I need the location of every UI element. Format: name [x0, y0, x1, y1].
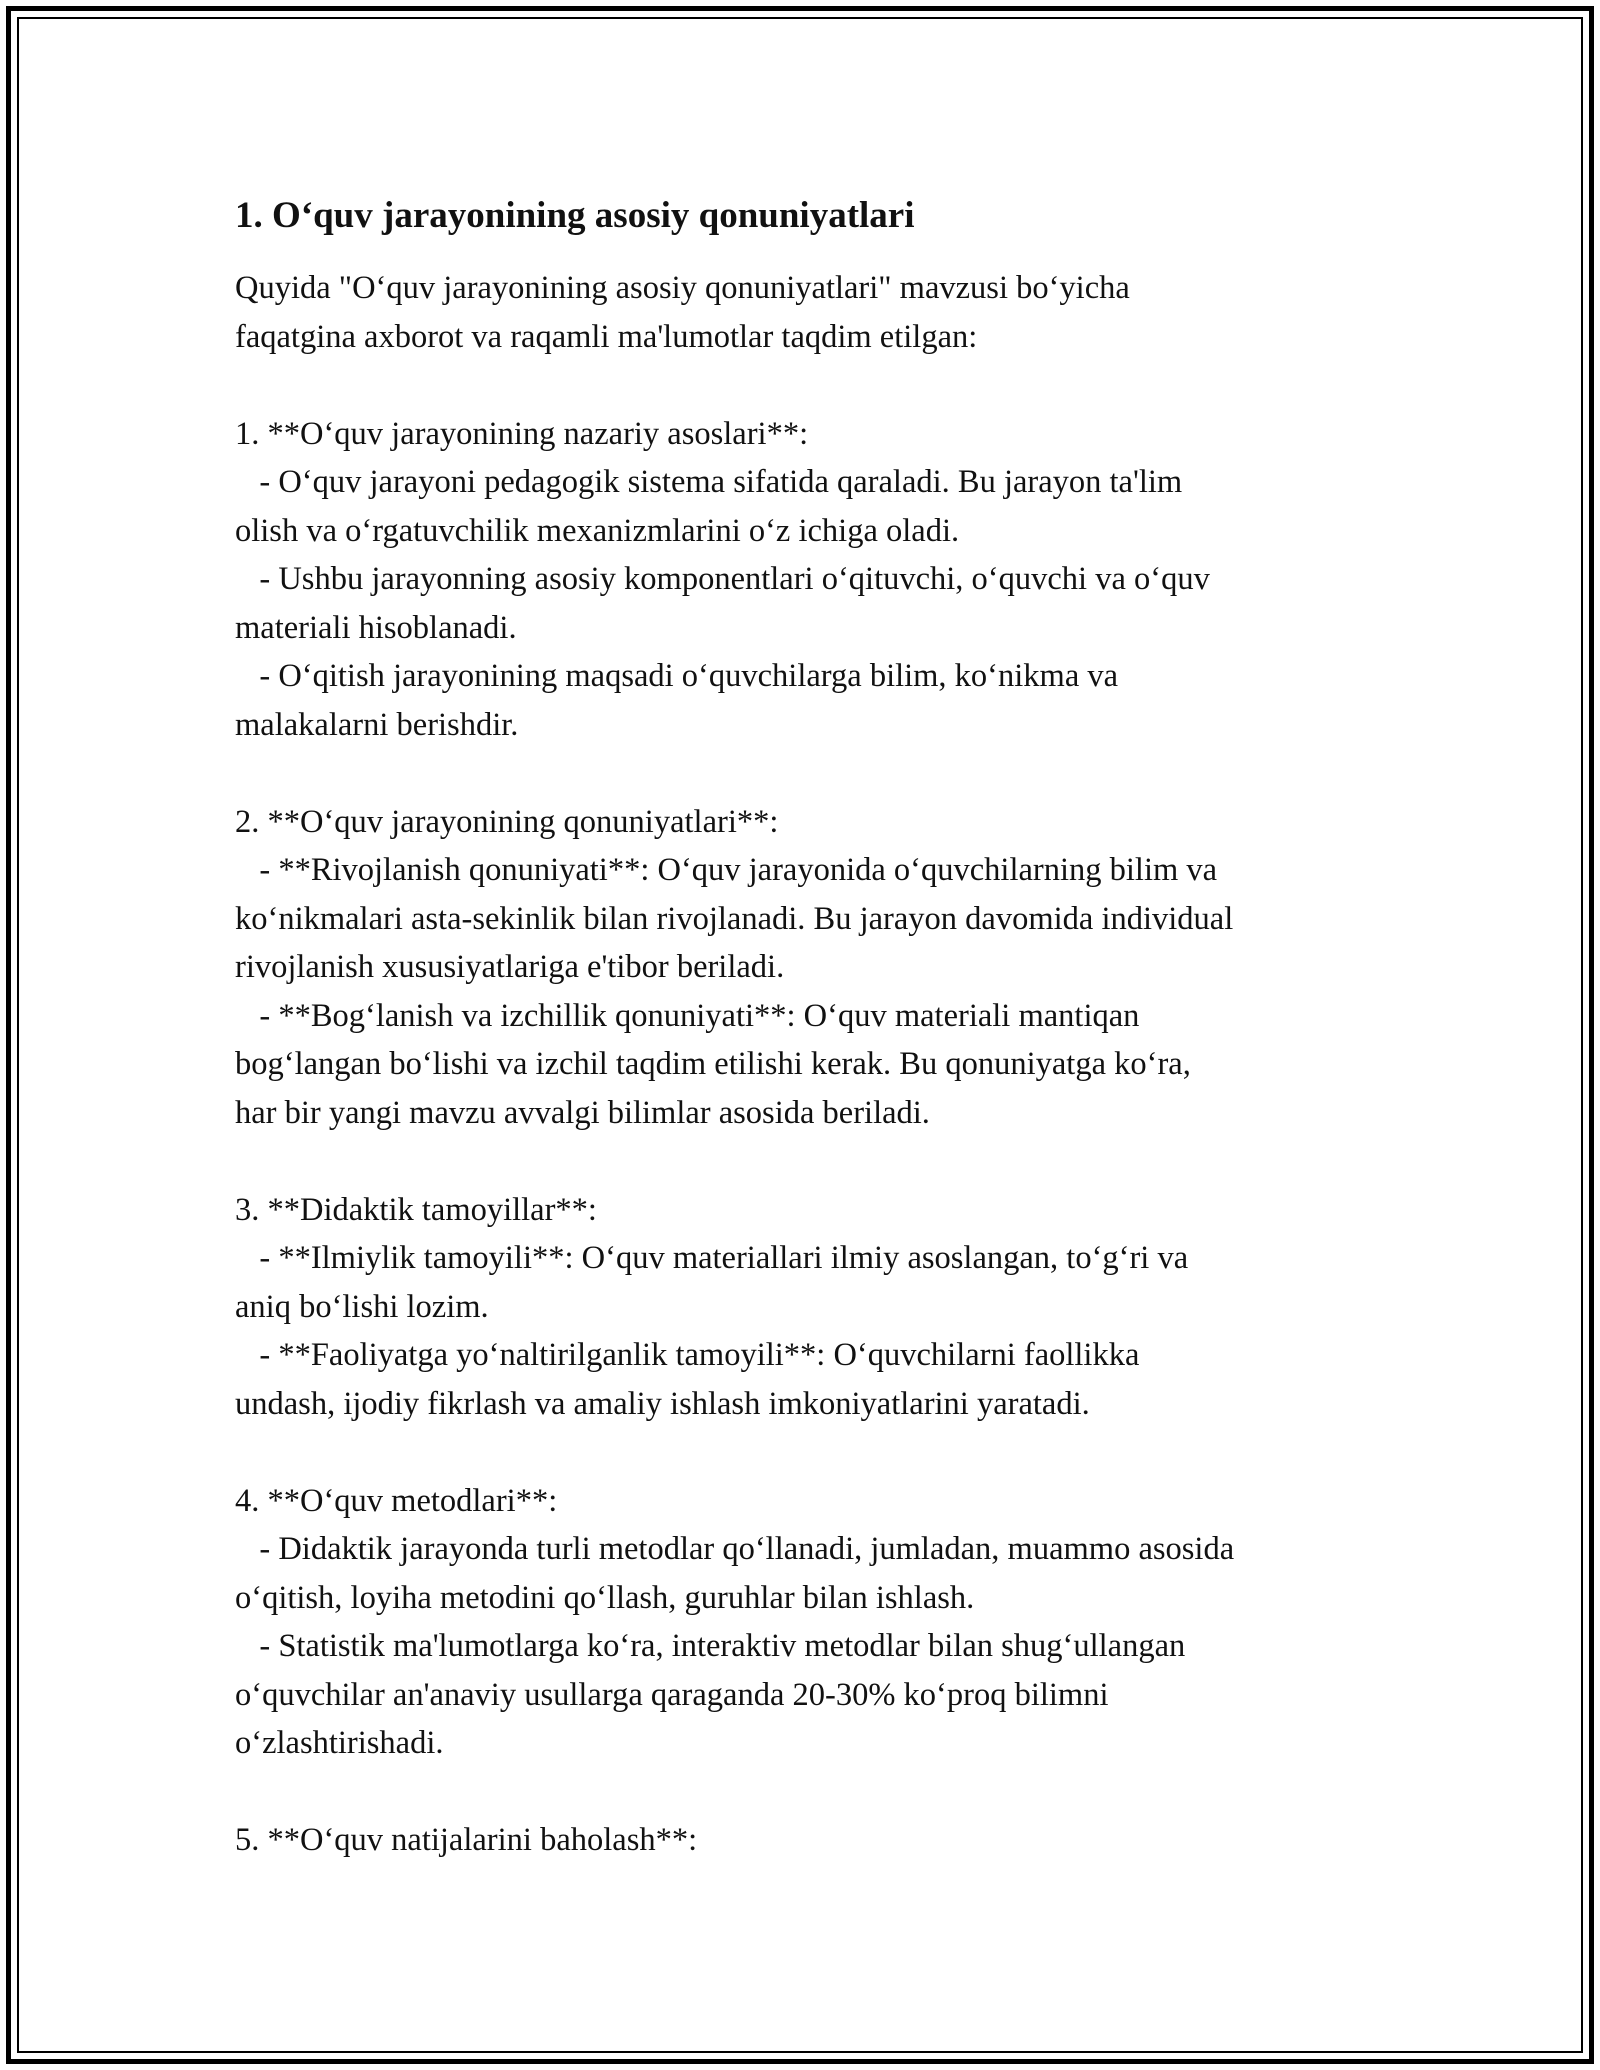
section-heading: 3. **Didaktik tamoyillar**:: [235, 1191, 597, 1228]
section-5: [235, 1816, 1375, 1865]
list-item: - Statistik ma'lumotlarga ko‘ra, interaktiv metodlar bilan shug‘ullangan o‘quvchilar an'anaviy usullarga qaraganda 20-30% ko‘proq bilimni o‘zlashtirishadi.: [235, 1628, 1186, 1761]
list-item: - Ushbu jarayonning asosiy komponentlari o‘qituvchi, o‘quvchi va o‘quv materiali hisoblanadi.: [235, 561, 1210, 646]
section-heading: 1. **O‘quv jarayonining nazariy asoslari**:: [235, 415, 809, 452]
intro-paragraph: Quyida "O‘quv jarayonining asosiy qonuniyatlari" mavzusi bo‘yicha faqatgina axborot va raqamli ma'lumotlar taqdim etilgan:: [235, 270, 1130, 355]
sections-list: [235, 410, 1375, 1865]
document-title: 1. O‘quv jarayonining asosiy qonuniyatlari: [235, 195, 915, 236]
section-3: [235, 1186, 1375, 1429]
list-item: - **Bog‘lanish va izchillik qonuniyati**: O‘quv materiali mantiqan bog‘langan bo‘lishi va izchil taqdim etilishi kerak. Bu qonuniyatga ko‘ra, har bir yangi mavzu avvalgi bilimlar asosida beriladi.: [235, 997, 1191, 1131]
section-4: [235, 1477, 1375, 1768]
list-item: - **Faoliyatga yo‘naltirilganlik tamoyili**: O‘quvchilarni faollikka undash, ijodiy fikrlash va amaliy ishlash imkoniyatlarini yaratadi.: [235, 1337, 1140, 1422]
list-item: - O‘quv jarayoni pedagogik sistema sifatida qaraladi. Bu jarayon ta'lim olish va o‘rgatuvchilik mexanizmlarini o‘z ichiga oladi.: [235, 464, 1183, 549]
list-item: - **Ilmiylik tamoyili**: O‘quv materiallari ilmiy asoslangan, to‘g‘ri va aniq bo‘lishi lozim.: [235, 1240, 1189, 1325]
section-1: [235, 410, 1375, 750]
section-2: [235, 798, 1375, 1138]
section-heading: 2. **O‘quv jarayonining qonuniyatlari**:: [235, 803, 779, 840]
list-item: - Didaktik jarayonda turli metodlar qo‘llanadi, jumladan, muammo asosida o‘qitish, loyiha metodini qo‘llash, guruhlar bilan ishlash.: [235, 1531, 1235, 1616]
document-body: [235, 190, 1375, 1913]
list-item: - O‘qitish jarayonining maqsadi o‘quvchilarga bilim, ko‘nikma va malakalarni berishdir.: [235, 658, 1119, 743]
section-heading: 5. **O‘quv natijalarini baholash**:: [235, 1822, 698, 1858]
section-heading: 4. **O‘quv metodlari**:: [235, 1482, 558, 1519]
list-item: - **Rivojlanish qonuniyati**: O‘quv jarayonida o‘quvchilarning bilim va ko‘nikmalari asta-sekinlik bilan rivojlanadi. Bu jarayon davomida individual rivojlanish xususiyatlariga e'tibor beriladi.: [235, 852, 1234, 985]
